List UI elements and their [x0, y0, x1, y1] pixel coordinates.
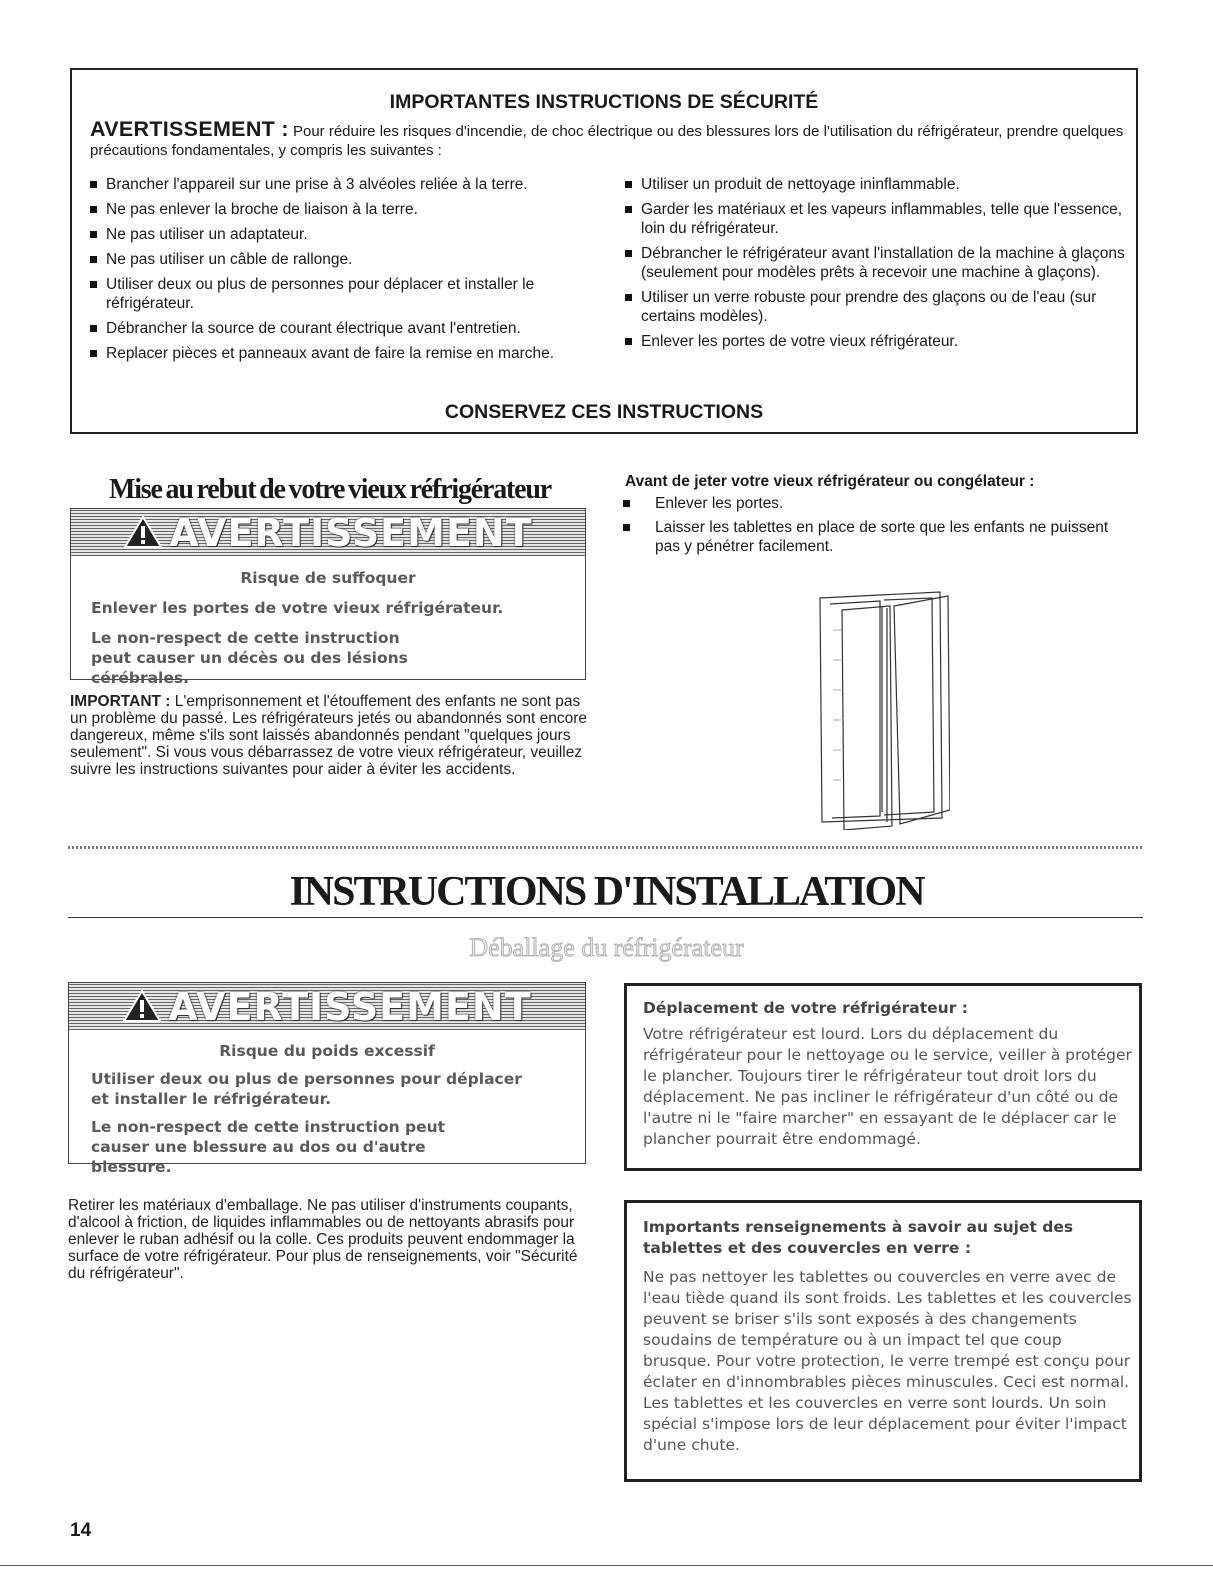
refrigerator-doors-removed-illustration	[800, 590, 950, 830]
safety-list-right	[623, 175, 1138, 357]
list-item: Utiliser un verre robuste pour prendre des glaçons ou de l'eau (sur certains modèles).	[623, 288, 1138, 326]
list-item: Brancher l'appareil sur une prise à 3 alvéoles reliée à la terre.	[88, 175, 610, 194]
unpacking-subtitle: Déballage du réfrigérateur	[469, 933, 744, 962]
moving-text: Votre réfrigérateur est lourd. Lors du déplacement du réfrigérateur pour le nettoyage ou le service, veiller à protéger le plancher. Toujours tirer le réfrigérateur tout droit lors du déplacement. Ne pas incliner le réfrigérateur d'un côté ou de l'autre ni le "faire marcher" en essayant de le déplacer car le plancher pourrait être endommagé.	[643, 1025, 1132, 1148]
list-item: Utiliser un produit de nettoyage ininflammable.	[623, 175, 1138, 194]
moving-heading: Déplacement de votre réfrigérateur :	[643, 999, 968, 1017]
list-item: Enlever les portes de votre vieux réfrigérateur.	[623, 332, 1138, 351]
list-item: Débrancher la source de courant électrique avant l'entretien.	[88, 319, 610, 338]
important-text: L'emprisonnement et l'étouffement des enfants ne sont pas un problème du passé. Les réfrigérateurs jetés ou abandonnés sont encore dangereux, même s'ils sont laissés abandonnés pendant "quelques jours seulement". Si vous vous débarrassez de votre vieux réfrigérateur, veuillez suivre les instructions suivantes pour aider à éviter les accidents.	[70, 693, 588, 778]
installation-title: INSTRUCTIONS D'INSTALLATION	[289, 869, 924, 915]
safety-instructions-box	[70, 68, 1138, 434]
warning-subtitle: Risque de suffoquer	[240, 569, 416, 587]
warning-line-1: Utiliser deux ou plus de personnes pour déplacer et installer le réfrigérateur.	[91, 1070, 522, 1108]
disposal-title: Mise au rebut de votre vieux réfrigérateur	[109, 474, 551, 505]
warning-banner	[71, 509, 585, 556]
glass-text: Ne pas nettoyer les tablettes ou couvercles en verre avec de l'eau tiède quand ils sont froids. Les tablettes et les couvercles peuvent se briser s'ils sont exposés à des changements soudains de température ou à un impact tel que coup brusque. Pour votre protection, le verre trempé est conçu pour éclater en d'innombrables pièces minuscules. Ceci est normal. Les tablettes et les couvercles en verre sont lourds. Un soin spécial s'impose lors de leur déplacement pour éviter l'impact d'une chute.	[643, 1268, 1132, 1454]
list-item: Ne pas enlever la broche de liaison à la terre.	[88, 200, 610, 219]
warning-banner-text: AVERTISSEMENT	[168, 985, 532, 1029]
list-item: Utiliser deux ou plus de personnes pour déplacer et installer le réfrigérateur.	[88, 275, 610, 313]
unpacking-paragraph: Retirer les matériaux d'emballage. Ne pas utiliser d'instruments coupants, d'alcool à friction, de liquides inflammables ou de nettoyants abrasifs pour enlever le ruban adhésif ou la colle. Ces produits peuvent endommager la surface de votre réfrigérateur. Pour plus de renseignements, voir "Sécurité du réfrigérateur".	[68, 1197, 578, 1282]
warning-line-2: Le non-respect de cette instruction peut causer un décès ou des lésions cérébrales.	[91, 629, 408, 687]
safety-title: IMPORTANTES INSTRUCTIONS DE SÉCURITÉ	[389, 91, 819, 113]
important-label: IMPORTANT :	[70, 693, 171, 710]
safety-list-left	[88, 175, 610, 369]
title-rule	[68, 917, 1143, 918]
glass-heading: Importants renseignements à savoir au sujet des tablettes et des couvercles en verre :	[643, 1218, 1074, 1257]
before-disposal-list	[623, 494, 1123, 561]
warning-subtitle: Risque du poids excessif	[219, 1042, 435, 1060]
warning-banner	[69, 983, 585, 1030]
list-item: Laisser les tablettes en place de sorte que les enfants ne puissent pas y pénétrer facilement.	[623, 518, 1123, 556]
list-item: Débrancher le réfrigérateur avant l'installation de la machine à glaçons (seulement pour modèles prêts à recevoir une machine à glaçons).	[623, 244, 1138, 282]
dotted-divider	[68, 846, 1143, 849]
warning-line-1: Enlever les portes de votre vieux réfrigérateur.	[91, 599, 504, 617]
important-paragraph	[70, 693, 590, 778]
list-item: Enlever les portes.	[623, 494, 1123, 513]
warning-line-2: Le non-respect de cette instruction peut causer une blessure au dos ou d'autre blessure.	[91, 1118, 446, 1176]
warning-banner-text: AVERTISSEMENT	[169, 511, 533, 555]
safety-footer: CONSERVEZ CES INSTRUCTIONS	[444, 401, 764, 423]
page-number: 14	[70, 1520, 92, 1541]
warning-triangle-icon	[122, 985, 162, 1029]
safety-intro	[90, 117, 1130, 160]
warning-label: AVERTISSEMENT :	[90, 117, 289, 141]
list-item: Ne pas utiliser un adaptateur.	[88, 225, 610, 244]
before-disposal-heading: Avant de jeter votre vieux réfrigérateur ou congélateur :	[625, 473, 1035, 490]
safety-intro-text: Pour réduire les risques d'incendie, de choc électrique ou des blessures lors de l'utilisation du réfrigérateur, prendre quelques précautions fondamentales, y compris les suivantes :	[90, 123, 1124, 159]
excess-weight-warning-box	[68, 982, 586, 1176]
bottom-rule	[0, 1565, 1213, 1566]
glass-shelves-box	[624, 1200, 1142, 1482]
list-item: Replacer pièces et panneaux avant de faire la remise en marche.	[88, 344, 610, 363]
moving-refrigerator-box	[624, 983, 1142, 1171]
list-item: Ne pas utiliser un câble de rallonge.	[88, 250, 610, 269]
suffocation-warning-box	[70, 508, 586, 687]
warning-triangle-icon	[123, 511, 163, 555]
list-item: Garder les matériaux et les vapeurs inflammables, telle que l'essence, loin du réfrigérateur.	[623, 200, 1138, 238]
